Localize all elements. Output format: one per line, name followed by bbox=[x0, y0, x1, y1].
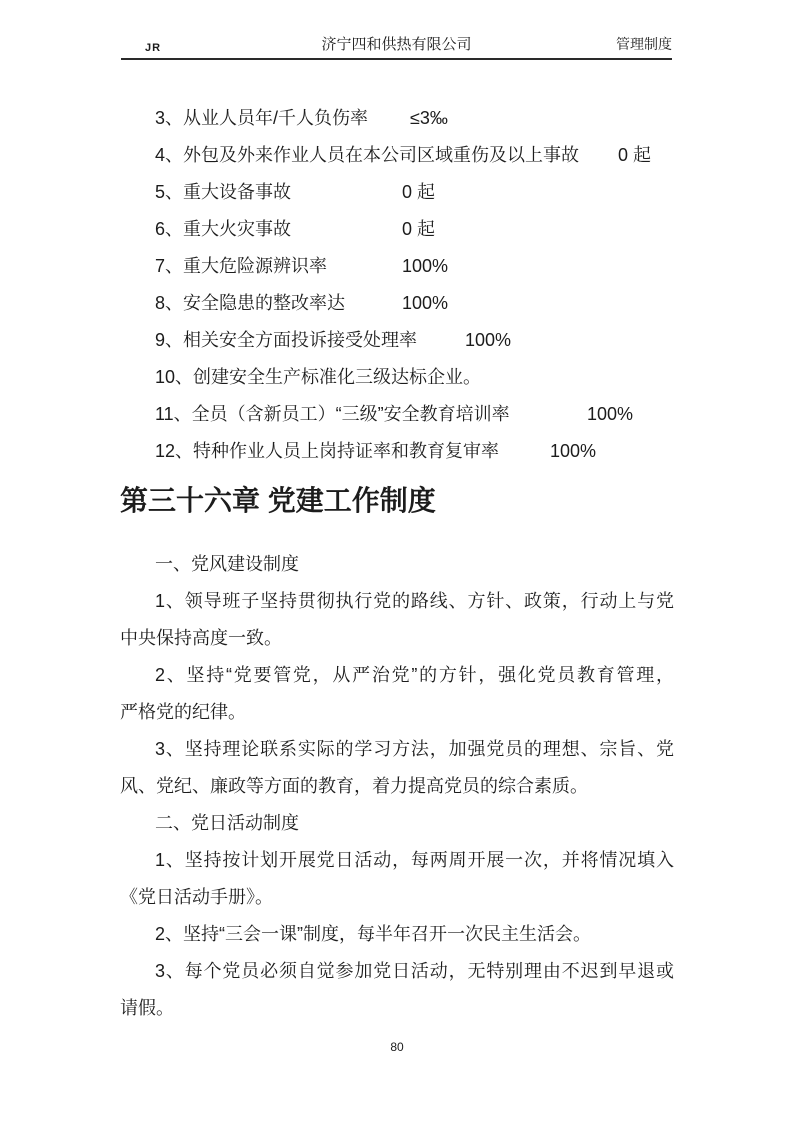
paragraph-line: 中央保持高度一致。 bbox=[120, 628, 282, 648]
list-item-label: 6、重大火灾事故 bbox=[155, 219, 292, 239]
paragraph-line: 3、每个党员必须自觉参加党日活动，无特别理由不迟到早退或 bbox=[155, 961, 674, 981]
list-item-value: 0 起 bbox=[402, 182, 436, 202]
header-company-name: 济宁四和供热有限公司 bbox=[321, 36, 472, 53]
paragraph-line: 1、领导班子坚持贯彻执行党的路线、方针、政策，行动上与党 bbox=[155, 591, 674, 611]
list-item bbox=[120, 248, 674, 285]
paragraph-line: 《党日活动手册》。 bbox=[120, 887, 273, 907]
list-item-label: 12、特种作业人员上岗持证率和教育复审率 bbox=[155, 441, 500, 461]
header-logo-text: JR bbox=[145, 42, 162, 54]
list-item-label: 4、外包及外来作业人员在本公司区域重伤及以上事故 bbox=[155, 145, 580, 165]
paragraph-line: 2、坚持“党要管党，从严治党”的方针，强化党员教育管理， bbox=[155, 665, 674, 685]
paragraph-line: 请假。 bbox=[120, 998, 174, 1018]
list-item bbox=[120, 322, 674, 359]
list-item-value: 100% bbox=[550, 441, 597, 461]
list-item bbox=[120, 359, 674, 396]
paragraph-line: 3、坚持理论联系实际的学习方法，加强党员的理想、宗旨、党 bbox=[155, 739, 674, 759]
list-item-value: 0 起 bbox=[402, 219, 436, 239]
list-item bbox=[120, 137, 674, 174]
list-item bbox=[120, 285, 674, 322]
list-item-value: 100% bbox=[402, 293, 449, 313]
list-item-label: 11、全员（含新员工）“三级”安全教育培训率 bbox=[155, 404, 510, 424]
section-heading: 一、党风建设制度 bbox=[155, 554, 299, 574]
list-item-value: 100% bbox=[465, 330, 512, 350]
list-item-value: 100% bbox=[587, 404, 634, 424]
list-item-label: 5、重大设备事故 bbox=[155, 182, 292, 202]
page-footer bbox=[0, 1040, 794, 1054]
safety-target-list bbox=[120, 100, 674, 470]
list-item-label: 3、从业人员年/千人负伤率 bbox=[155, 108, 369, 128]
list-item-label: 7、重大危险源辨识率 bbox=[155, 256, 328, 276]
paragraph-line: 严格党的纪律。 bbox=[120, 702, 246, 722]
page-header bbox=[121, 0, 672, 60]
paragraph-line: 1、坚持按计划开展党日活动，每两周开展一次，并将情况填入 bbox=[155, 850, 674, 870]
list-item bbox=[120, 396, 674, 433]
paragraph-line: 风、党纪、廉政等方面的教育，着力提高党员的综合素质。 bbox=[120, 776, 588, 796]
page-number: 80 bbox=[390, 1040, 404, 1054]
list-item bbox=[120, 174, 674, 211]
list-item-value: 100% bbox=[402, 256, 449, 276]
section-heading: 二、党日活动制度 bbox=[155, 813, 299, 833]
list-item bbox=[120, 100, 674, 137]
chapter-title: 第三十六章 党建工作制度 bbox=[120, 485, 436, 516]
list-item-value: 0 起 bbox=[618, 145, 652, 165]
list-item bbox=[120, 211, 674, 248]
list-item bbox=[120, 433, 674, 470]
paragraph-line: 2、坚持“三会一课”制度，每半年召开一次民主生活会。 bbox=[155, 924, 591, 944]
header-doc-type: 管理制度 bbox=[616, 36, 672, 52]
list-item-label: 9、相关安全方面投诉接受处理率 bbox=[155, 330, 418, 350]
list-item-label: 8、安全隐患的整改率达 bbox=[155, 293, 346, 313]
body-text bbox=[120, 546, 674, 1027]
list-item-value: ≤3‰ bbox=[410, 108, 448, 128]
list-item-label: 10、创建安全生产标准化三级达标企业。 bbox=[155, 367, 482, 387]
